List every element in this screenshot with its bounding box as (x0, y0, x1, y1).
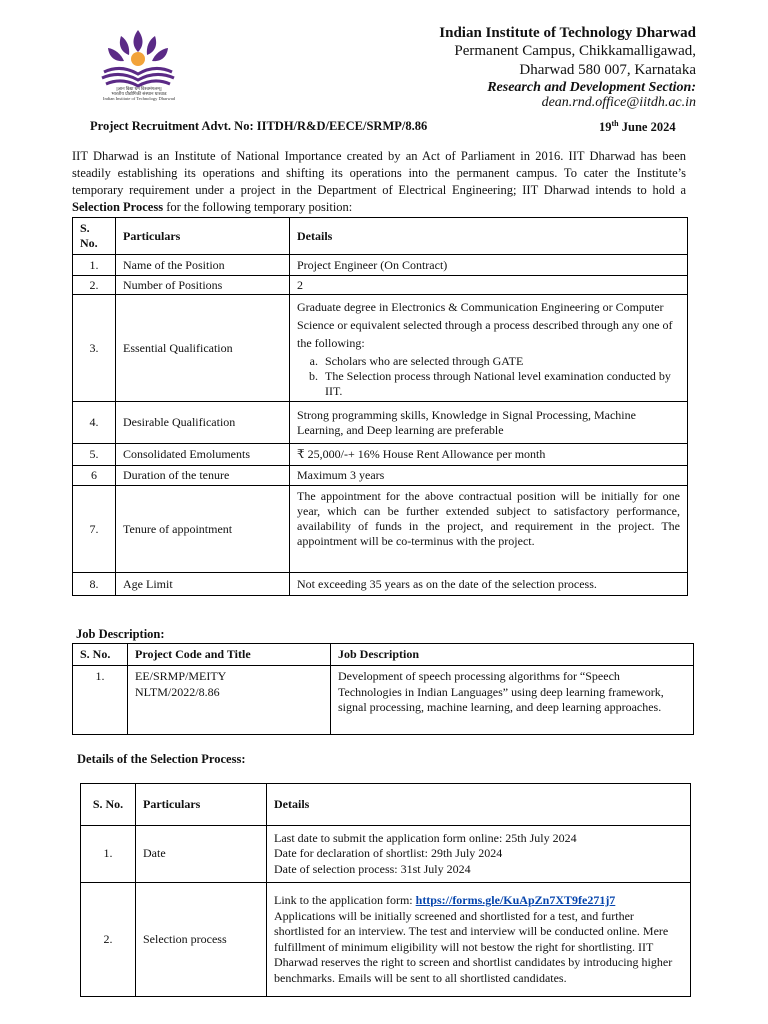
cell-particular: Duration of the tenure (116, 466, 290, 486)
logo-caption (96, 86, 182, 101)
date-line: Date of selection process: 31st July 2024 (274, 861, 471, 876)
table-row (73, 666, 694, 735)
address-line: Permanent Campus, Chikkamalligawad, (454, 43, 696, 59)
list-item: a. Scholars who are selected through GATE (321, 354, 680, 369)
cell-sno: 6 (73, 466, 116, 486)
intro-text: IIT Dharwad is an Institute of National Importance created by an Act of Parliament in 2016. IIT Dharwad has been steadily establishing its operations and shifting its operations into the permanent campus. To cater the Institute’s temporary requirement under a project in the Department of Electrical Engineering; IIT Dharwad intends to hold a (72, 149, 686, 197)
table-row (73, 573, 688, 596)
cell-particular: Selection process (136, 883, 267, 997)
cell-detail (267, 883, 691, 997)
cell-particular: Age Limit (116, 573, 290, 596)
cell-sno: 2. (73, 276, 116, 295)
list-item: b. The Selection process through National level examination conducted by IIT. (321, 369, 680, 399)
col-header-sno: S. No. (81, 784, 136, 826)
cell-particular: Essential Qualification (116, 295, 290, 402)
table-header-row (73, 644, 694, 666)
cell-detail: Strong programming skills, Knowledge in Signal Processing, Machine Learning, and Deep learning are preferable (290, 402, 688, 444)
application-form-link[interactable]: https://forms.gle/KuApZn7XT9fe271j7 (415, 893, 616, 907)
institute-name: Indian Institute of Technology Dharwad (439, 25, 696, 41)
selection-process-heading: Details of the Selection Process: (77, 752, 246, 766)
intro-text: for the following temporary position: (163, 200, 353, 214)
table-row (81, 883, 691, 997)
col-header-particulars: Particulars (136, 784, 267, 826)
intro-paragraph (72, 148, 686, 216)
job-description-heading: Job Description: (76, 627, 165, 641)
project-code-line: NLTM/2022/8.86 (135, 684, 220, 699)
cell-detail: The appointment for the above contractual position will be initially for one year, which can be further extended subject to satisfactory performance, availability of funds in the project, and requirement in the project. The appointment will be co-terminus with the project. (290, 486, 688, 573)
cell-job-description: Development of speech processing algorithms for “Speech Technologies in Indian Languages” using deep learning framework, signal processing, machine learning, and deep learning approaches. (331, 666, 694, 735)
col-header-project-code: Project Code and Title (128, 644, 331, 666)
address-line: Dharwad 580 007, Karnataka (519, 61, 696, 78)
project-code-line: EE/SRMP/MEITY (135, 669, 227, 683)
letterhead (439, 24, 696, 110)
col-header-job-description: Job Description (331, 644, 694, 666)
table-row (73, 466, 688, 486)
cell-sno: 8. (73, 573, 116, 596)
cell-detail (267, 826, 691, 883)
selection-process-text: Applications will be initially screened and shortlisted for a test, and further shortlisted for an interview. The test and interview will be conducted online. Mere fulfillment of minimum eligibility will not bestow the right for shortlisting. IIT Dharwad reserves the right to screen and shortlist candidates by introducing higher benchmarks. Emails will be sent to all shortlisted candidates. (274, 908, 673, 985)
cell-particular: Name of the Position (116, 255, 290, 276)
position-table (72, 217, 688, 596)
cell-particular: Date (136, 826, 267, 883)
link-label: Link to the application form: (274, 893, 416, 907)
cell-sno: 1. (73, 255, 116, 276)
selection-process-table (80, 783, 691, 997)
table-header-row (81, 784, 691, 826)
cell-project-code (128, 666, 331, 735)
date-line: Date for declaration of shortlist: 29th July 2024 (274, 846, 503, 861)
cell-detail: ₹ 25,000/-+ 16% House Rent Allowance per month (290, 444, 688, 466)
cell-detail (290, 295, 688, 402)
cell-sno: 3. (73, 295, 116, 402)
table-row (73, 255, 688, 276)
job-description-table (72, 643, 694, 735)
section-name: Research and Development Section: (487, 80, 696, 95)
qualification-text: Graduate degree in Electronics & Communication Engineering or Computer Science or equivalent selected through a process described through any one of the following: (297, 299, 673, 350)
cell-sno: 5. (73, 444, 116, 466)
cell-particular: Consolidated Emoluments (116, 444, 290, 466)
col-header-details: Details (290, 218, 688, 255)
intro-bold-text: Selection Process (72, 200, 164, 214)
logo-caption-line: ||ज्ञान विद्या धन विश्वमंगलम्|| (116, 86, 162, 91)
email-address: dean.rnd.office@iitdh.ac.in (541, 95, 696, 110)
col-header-details: Details (267, 784, 691, 826)
logo-caption-line: Indian Institute of Technology Dharwad (102, 96, 176, 101)
qualification-list (297, 354, 680, 399)
logo-caption-line: भारतीय प्रौद्योगिकी संस्थान धारवाड (111, 91, 167, 96)
table-row (73, 486, 688, 573)
cell-detail: Not exceeding 35 years as on the date of the selection process. (290, 573, 688, 596)
cell-particular: Number of Positions (116, 276, 290, 295)
table-row (73, 295, 688, 402)
table-row (73, 276, 688, 295)
table-row (73, 402, 688, 444)
date-line: Last date to submit the application form online: 25th July 2024 (274, 830, 577, 845)
application-link-line (274, 893, 683, 909)
table-row (81, 826, 691, 883)
cell-particular: Tenure of appointment (116, 486, 290, 573)
col-header-particulars: Particulars (116, 218, 290, 255)
cell-sno: 1. (73, 666, 128, 735)
date-suffix: th (611, 119, 619, 128)
col-header-sno: S. No. (73, 218, 116, 255)
table-header-row (73, 218, 688, 255)
cell-particular: Desirable Qualification (116, 402, 290, 444)
date-month-year: June 2024 (618, 120, 676, 135)
cell-detail: 2 (290, 276, 688, 295)
iit-dharwad-logo (88, 22, 188, 122)
col-header-sno: S. No. (73, 644, 128, 666)
table-row (73, 444, 688, 466)
cell-sno: 1. (81, 826, 136, 883)
cell-sno: 2. (81, 883, 136, 997)
cell-detail: Project Engineer (On Contract) (290, 255, 688, 276)
cell-sno: 7. (73, 486, 116, 573)
cell-detail: Maximum 3 years (290, 466, 688, 486)
date-day: 19 (599, 120, 612, 135)
advt-date (599, 119, 676, 135)
cell-sno: 4. (73, 402, 116, 444)
advt-number: Project Recruitment Advt. No: IITDH/R&D/EECE/SRMP/8.86 (90, 119, 428, 133)
